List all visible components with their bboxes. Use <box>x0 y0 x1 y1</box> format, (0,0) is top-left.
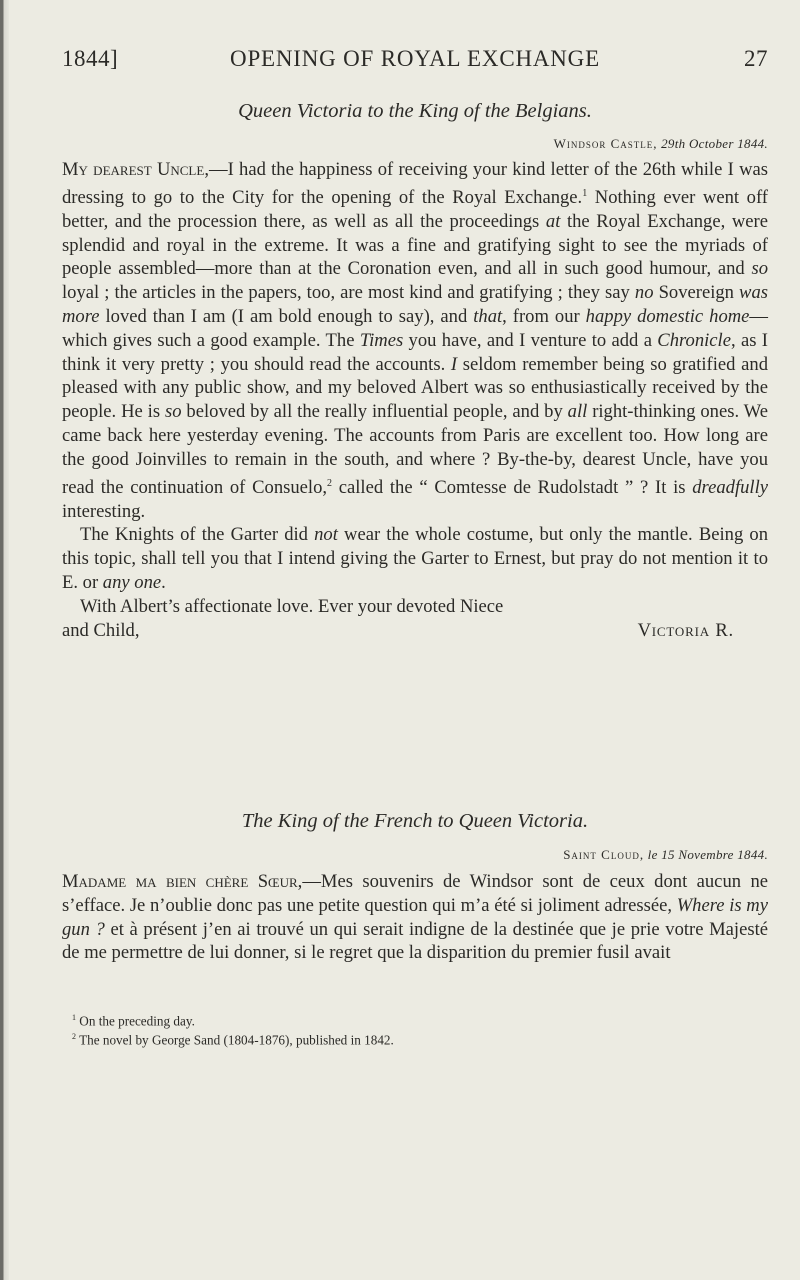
letter-1-paragraph-2: The Knights of the Garter did not wear the whole costume, but only the mantle. Being on this topic, shall tell you that I intend giving the Garter to Ernest, but pray do not mention it to E. or any one. <box>62 524 768 593</box>
footnote-ref-2: 2 <box>327 477 333 489</box>
salutation: My dearest Uncle, <box>62 159 209 180</box>
letter-1-paragraph-1: My dearest Uncle,—I had the happiness of receiving your kind letter of the 26th while I was dressing to go to the City for the opening of the Royal Exchange.$^1$ Nothing ever went off better, and the procession there, as well as all the proceedings at the Royal Exchange, were splendid and royal in the extreme. It was a fine and gratifying sight to see the myriads of people assembled—more than at the Coronation even, and all in such good humour, and so loyal ; the articles in the papers, too, are most kind and gratifying ; they say no Sovereign was more loved than I am (I am bold enough to say), and that, from our happy domestic home—which gives such a good example. The Times you have, and I venture to add a Chronicle, as I think it very pretty ; you should read the accounts. I seldom remember being so gratified and pleased with any public show, and my beloved Albert was so enthusiastically received by the people. He is so beloved by all the really influential people, and by all right-thinking ones. We came back here yesterday evening. The accounts from Paris are excellent too. How long are the good Joinvilles to remain in the south, and where ? By-the-by, dearest Uncle, have you read the continuation of Consuelo,$^2$ called the “ Comtesse de Rudolstadt ” ? It is dreadfully interesting. <box>62 159 769 522</box>
letter-1-dateline: Windsor Castle, 29th October 1844. <box>553 136 768 151</box>
footnote-2: $^2$ The novel by George Sand (1804-1876), published in 1842. <box>72 1032 394 1048</box>
footnote-1: $^1$ On the preceding day. <box>72 1013 195 1029</box>
letter-2-dateline: Saint Cloud, le 15 Novembre 1844. <box>563 847 768 862</box>
page-edge <box>0 0 9 1280</box>
footnotes <box>62 1010 778 1049</box>
signature: Victoria R. <box>637 619 734 641</box>
running-head <box>62 46 768 78</box>
chapter-heading: OPENING OF ROYAL EXCHANGE <box>230 46 600 71</box>
page-number: 27 <box>744 46 768 71</box>
closing: and Child, <box>62 619 140 641</box>
letter-2-body <box>62 870 768 965</box>
letter-1-paragraph-3: With Albert’s affectionate love. Ever your devoted Niece <box>80 595 504 617</box>
letter-2-title: The King of the French to Queen Victoria. <box>241 810 589 832</box>
letter-1-signoff <box>62 619 768 643</box>
letter-1-body <box>62 158 768 642</box>
footnote-ref-1: 1 <box>582 187 588 199</box>
letter-1-title: Queen Victoria to the King of the Belgians. <box>238 100 592 122</box>
year-marker: 1844] <box>62 46 119 71</box>
letter-2-paragraph-1: Madame ma bien chère Sœur,—Mes souvenirs de Windsor sont de ceux dont aucun ne s’efface. Je n’oublie donc pas une petite question qui m’a été si joliment adressée, Where is my gun ? et à présent j’en ai trouvé un qui serait indigne de la destinée que je prie votre Majesté de me permettre de lui donner, si le regret que la disparition du premier fusil avait <box>62 871 768 964</box>
salutation-fr: Madame ma bien chère Sœur, <box>62 871 303 892</box>
